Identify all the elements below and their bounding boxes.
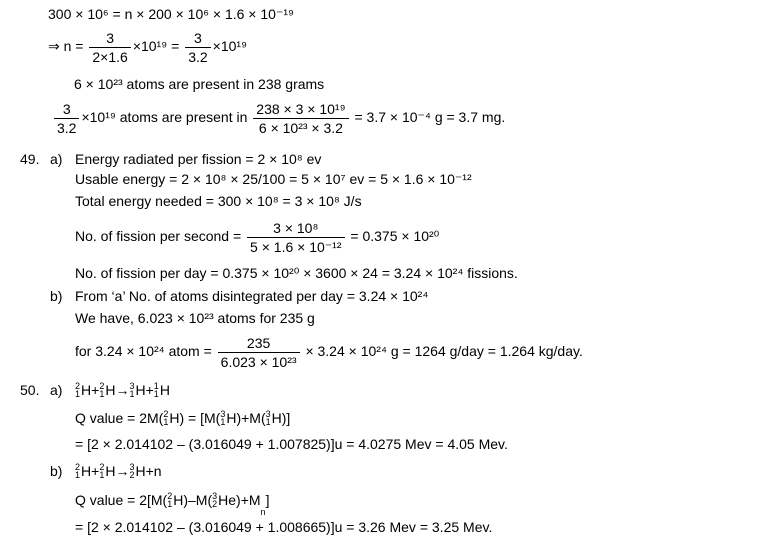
equation-line-2: ⇒ n = $\frac{3}{2\times 1.6}$ ×10¹⁹ = $\frac{3}{3.2}$ ×10¹⁹ xyxy=(48,30,248,65)
question-49-number: 49. xyxy=(20,151,40,167)
fraction: $\frac{3}{2\times 1.6}$ xyxy=(89,30,130,65)
fraction: $\frac{235}{\text{6.023 × 10²³}}$ xyxy=(218,335,300,370)
q49-a-line-4: No. of fission per second = $\frac{\text{3 × 10⁸}}{\text{5 × 1.6 × 10⁻¹²}}$ = 0.375 × 10²⁰ xyxy=(75,220,440,255)
fraction: $\frac{\text{3 × 10⁸}}{\text{5 × 1.6 × 10⁻¹²}}$ xyxy=(247,220,344,255)
equation-line-1: 300 × 10⁶ = n × 200 × 10⁶ × 1.6 × 10⁻¹⁹ xyxy=(48,6,294,22)
q49-a-line-2: Usable energy = 2 × 10⁸ × 25/100 = 5 × 10⁷ ev = 5 × 1.6 × 10⁻¹² xyxy=(75,171,472,187)
q50-b-q-value: Q value = 2[M( 2 1 H)–M( 3 2 $He)+M_n$] xyxy=(75,491,270,518)
q50-b-reaction: 2 1 H+ 2 1 H→ 3 2 H+n xyxy=(75,462,162,481)
q50-a-reaction: 2 1 H+ 2 1 H→ 3 1 H+ 1 1 H xyxy=(75,381,170,400)
n-equals: ⇒ n = xyxy=(48,38,84,55)
part-a-label: a) xyxy=(50,151,63,167)
part-b-label: b) xyxy=(50,288,63,304)
fraction: $\frac{3}{3.2}$ xyxy=(54,101,79,136)
q49-b-line-1: From ‘a’ No. of atoms disintegrated per day = 3.24 × 10²⁴ xyxy=(75,288,429,304)
q50-a-result: = [2 × 2.014102 – (3.016049 + 1.007825)]u = 4.0275 Mev = 4.05 Mev. xyxy=(75,436,508,452)
part-b-label: b) xyxy=(50,463,63,479)
q49-a-line-3: Total energy needed = 300 × 10⁸ = 3 × 10⁸ J/s xyxy=(75,193,362,209)
equation-line-3: 6 × 10²³ atoms are present in 238 grams xyxy=(74,76,325,92)
q49-a-line-1: Energy radiated per fission = 2 × 10⁸ ev xyxy=(75,151,322,167)
q49-a-line-5: No. of fission per day = 0.375 × 10²⁰ × 3600 × 24 = 3.24 × 10²⁴ fissions. xyxy=(75,265,518,281)
part-a-label: a) xyxy=(50,382,63,398)
q50-a-q-value: Q value = 2M( 2 1 H) = [M( 3 1 H)+M( 3 1 H)] xyxy=(75,409,291,428)
q49-b-line-2: We have, 6.023 × 10²³ atoms for 235 g xyxy=(75,310,315,326)
fraction: $\frac{3}{3.2}$ xyxy=(185,30,210,65)
q50-b-result: = [2 × 2.014102 – (3.016049 + 1.008665)]u = 3.26 Mev = 3.25 Mev. xyxy=(75,519,493,535)
q49-b-line-3: for 3.24 × 10²⁴ atom = $\frac{235}{\text{6.023 × 10²³}}$ × 3.24 × 10²⁴ g = 1264 g/day = 1.264 kg/day. xyxy=(75,335,583,370)
fraction: $\frac{\text{238 × 3 × 10¹⁹}}{\text{6 × 10²³ × 3.2}}$ xyxy=(253,101,348,136)
equation-line-4: $\frac{3}{3.2}$ ×10¹⁹ atoms are present in $\frac{\text{238 × 3 × 10¹⁹}}{\text{6 × 10²³ × 3.2}}$ = 3.7 × 10⁻⁴ g = 3.7 mg. xyxy=(52,101,505,136)
question-50-number: 50. xyxy=(20,382,40,398)
